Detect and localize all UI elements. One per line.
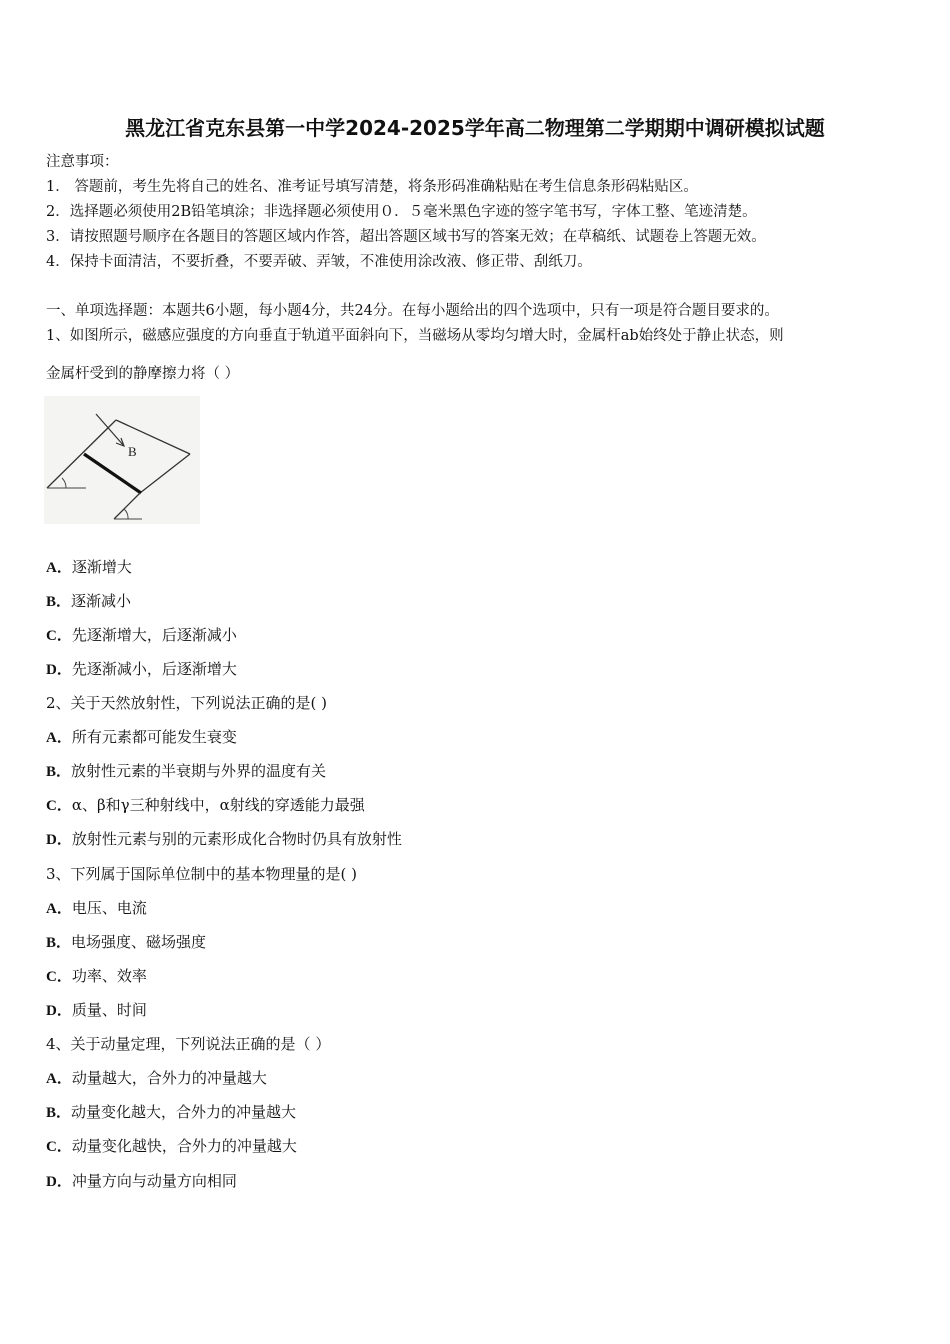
q2-option-a-text: 所有元素都可能发生衰变 bbox=[71, 728, 237, 746]
q2-option-d-text: 放射性元素与别的元素形成化合物时仍具有放射性 bbox=[71, 830, 402, 848]
q4-option-c-letter: C． bbox=[46, 1139, 72, 1155]
q3-option-b-letter: B． bbox=[46, 935, 72, 951]
question-1-stem-line2: 金属杆受到的静摩擦力将（ ） bbox=[46, 366, 240, 382]
q3-option-d-text: 质量、时间 bbox=[71, 1001, 147, 1019]
page-title: 黑龙江省克东县第一中学2024-2025学年高二物理第二学期期中调研模拟试题 bbox=[125, 116, 825, 140]
notice-heading: 注意事项： bbox=[46, 154, 119, 170]
q3-option-c-text: 功率、效率 bbox=[71, 967, 147, 985]
notice-item-2: 2．选择题必须使用2B铅笔填涂；非选择题必须使用０．５毫米黑色字迹的签字笔书写，字体工整、笔迹清楚。 bbox=[46, 204, 757, 220]
angle-arc-bottom bbox=[124, 509, 128, 519]
q4-option-c bbox=[46, 1136, 297, 1157]
q1-option-c-text: 先逐渐增大，后逐渐减小 bbox=[71, 626, 237, 644]
metal-rod-ab bbox=[84, 454, 141, 493]
q4-option-d-text: 冲量方向与动量方向相同 bbox=[71, 1172, 237, 1190]
q2-option-c-letter: C． bbox=[46, 798, 72, 814]
question-1-figure bbox=[44, 396, 200, 524]
q1-option-d bbox=[46, 659, 237, 680]
right-rail-line bbox=[140, 454, 190, 493]
q2-option-d-letter: D． bbox=[46, 832, 72, 848]
q3-option-a-text: 电压、电流 bbox=[71, 899, 147, 917]
q2-option-b-letter: B． bbox=[46, 764, 72, 780]
q4-option-d-letter: D． bbox=[46, 1174, 72, 1190]
q4-option-b-text: 动量变化越大，合外力的冲量越大 bbox=[71, 1103, 297, 1121]
support-line bbox=[114, 493, 140, 519]
q3-option-a bbox=[46, 898, 147, 919]
inclined-rail-diagram bbox=[44, 396, 200, 524]
q4-option-c-text: 动量变化越快，合外力的冲量越大 bbox=[71, 1137, 297, 1155]
q3-option-d bbox=[46, 1000, 147, 1021]
q1-option-d-letter: D． bbox=[46, 662, 72, 678]
q2-option-a-letter: A． bbox=[46, 730, 72, 746]
q3-option-b bbox=[46, 932, 206, 953]
magnetic-field-arrow-icon bbox=[96, 414, 124, 446]
q2-option-a bbox=[46, 727, 237, 748]
question-4-stem: 4、关于动量定理，下列说法正确的是（ ） bbox=[46, 1035, 331, 1053]
q3-option-b-text: 电场强度、磁场强度 bbox=[71, 933, 207, 951]
q4-option-a-letter: A． bbox=[46, 1071, 72, 1087]
q1-option-a-text: 逐渐增大 bbox=[71, 558, 132, 576]
angle-arc-left bbox=[62, 478, 66, 488]
notice-item-3: 3．请按照题号顺序在各题目的答题区域内作答，超出答题区域书写的答案无效；在草稿纸、试题卷上答题无效。 bbox=[46, 229, 766, 245]
q2-option-c-text: α、β和γ三种射线中，α射线的穿透能力最强 bbox=[71, 796, 365, 814]
q1-option-c-letter: C． bbox=[46, 628, 72, 644]
question-3-stem: 3、下列属于国际单位制中的基本物理量的是( ) bbox=[46, 865, 358, 883]
section-heading: 一、单项选择题：本题共6小题，每小题4分，共24分。在每小题给出的四个选项中，只有一项是符合题目要求的。 bbox=[46, 303, 779, 319]
left-rail-line bbox=[47, 420, 116, 488]
q4-option-b-letter: B． bbox=[46, 1105, 72, 1121]
q4-option-a-text: 动量越大，合外力的冲量越大 bbox=[71, 1069, 267, 1087]
q2-option-c bbox=[46, 795, 365, 816]
q4-option-d bbox=[46, 1171, 237, 1192]
q2-option-b-text: 放射性元素的半衰期与外界的温度有关 bbox=[71, 762, 327, 780]
q1-option-b-text: 逐渐减小 bbox=[71, 592, 132, 610]
q3-option-c-letter: C． bbox=[46, 969, 72, 985]
q4-option-a bbox=[46, 1068, 267, 1089]
q3-option-c bbox=[46, 966, 147, 987]
q1-option-b-letter: B． bbox=[46, 594, 72, 610]
q1-option-a bbox=[46, 557, 132, 578]
q2-option-b bbox=[46, 761, 326, 782]
q1-option-a-letter: A． bbox=[46, 560, 72, 576]
notice-item-1: 1． 答题前，考生先将自己的姓名、准考证号填写清楚，将条形码准确粘贴在考生信息条形码粘贴区。 bbox=[46, 179, 698, 195]
q1-option-b bbox=[46, 591, 131, 612]
notice-item-4: 4．保持卡面清洁，不要折叠，不要弄破、弄皱，不准使用涂改液、修正带、刮纸刀。 bbox=[46, 254, 592, 270]
q1-option-c bbox=[46, 625, 237, 646]
q3-option-a-letter: A． bbox=[46, 901, 72, 917]
question-1-stem-line1: 1、如图所示，磁感应强度的方向垂直于轨道平面斜向下，当磁场从零均匀增大时，金属杆ab始终处于静止状态，则 bbox=[46, 328, 784, 344]
q4-option-b bbox=[46, 1102, 296, 1123]
q1-option-d-text: 先逐渐减小，后逐渐增大 bbox=[71, 660, 237, 678]
q3-option-d-letter: D． bbox=[46, 1003, 72, 1019]
q2-option-d bbox=[46, 829, 402, 850]
question-2-stem: 2、关于天然放射性，下列说法正确的是( ) bbox=[46, 694, 328, 712]
field-label-b: B bbox=[128, 444, 137, 459]
